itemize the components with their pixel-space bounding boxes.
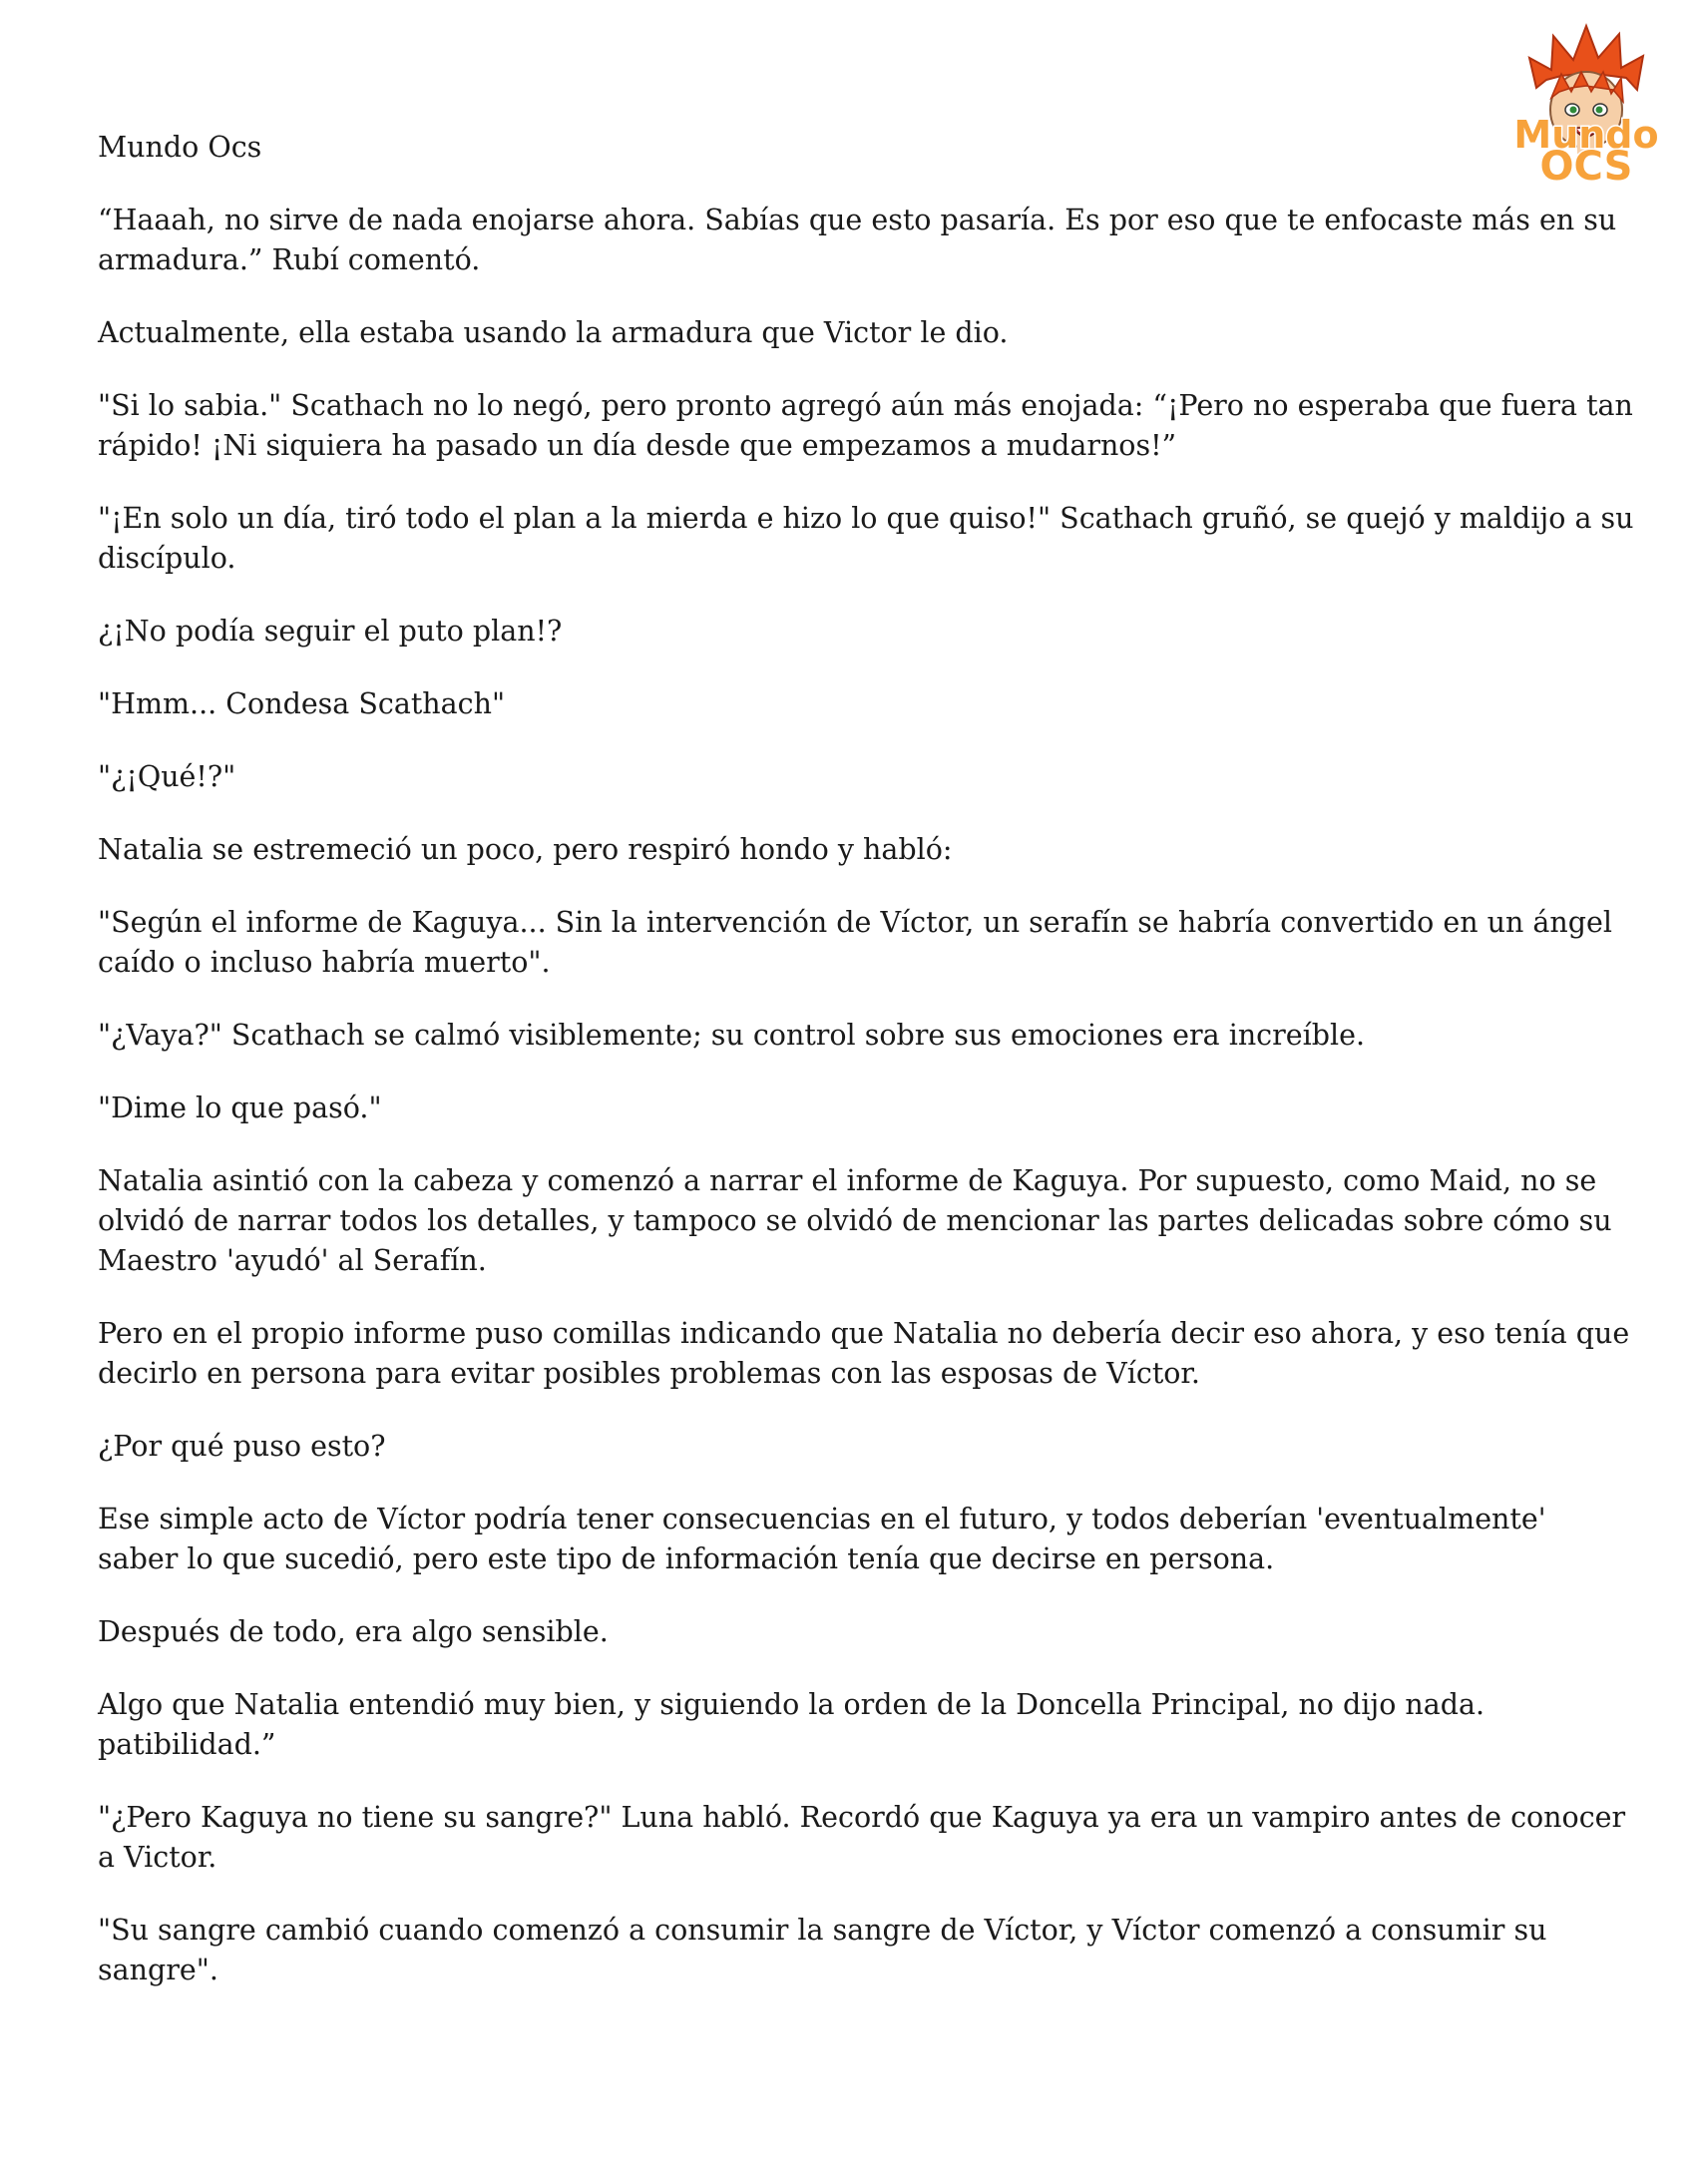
paragraph: Pero en el propio informe puso comillas indicando que Natalia no debería decir eso ahora, y eso tenía que decirlo en persona para evitar posibles problemas con las esposas de Víctor. <box>98 1317 1630 1390</box>
paragraph: "¡En solo un día, tiró todo el plan a la mierda e hizo lo que quiso!" Scathach gruñó, se quejó y maldijo a su discípulo. <box>98 502 1634 575</box>
paragraph: "Hmm... Condesa Scathach" <box>98 687 506 720</box>
paragraph: “Haaah, no sirve de nada enojarse ahora. Sabías que esto pasaría. Es por eso que te enfocaste más en su armadura.” Rubí comentó. <box>98 204 1617 276</box>
paragraph: Actualmente, ella estaba usando la armadura que Victor le dio. <box>98 316 1009 349</box>
paragraph: ¿¡No podía seguir el puto plan!? <box>98 615 563 648</box>
paragraph: "¿Vaya?" Scathach se calmó visiblemente; su control sobre sus emociones era increíble. <box>98 1019 1366 1052</box>
paragraph: "¿¡Qué!?" <box>98 760 236 793</box>
logo-line2: OCS <box>1539 144 1633 188</box>
paragraph: Después de todo, era algo sensible. <box>98 1615 609 1648</box>
paragraph: ¿Por qué puso esto? <box>98 1430 386 1463</box>
paragraph: "Si lo sabia." Scathach no lo negó, pero pronto agregó aún más enojada: “¡Pero no esperaba que fuera tan rápido! ¡Ni siquiera ha pasado un día desde que empezamos a mudarnos!” <box>98 389 1633 462</box>
paragraph-list <box>98 201 1634 1990</box>
paragraph: Natalia asintió con la cabeza y comenzó a narrar el informe de Kaguya. Por supuesto, como Maid, no se olvidó de narrar todos los detalles, y tampoco se olvidó de mencionar las partes delicadas sobre cómo su Maestro 'ayudó' al Serafín. <box>98 1164 1612 1277</box>
paragraph: "Su sangre cambió cuando comenzó a consumir la sangre de Víctor, y Víctor comenzó a consumir su sangre". <box>98 1914 1547 1986</box>
paragraph: "Dime lo que pasó." <box>98 1092 382 1124</box>
paragraph: Algo que Natalia entendió muy bien, y siguiendo la orden de la Doncella Principal, no dijo nada. patibilidad.” <box>98 1688 1485 1761</box>
paragraph: Ese simple acto de Víctor podría tener consecuencias en el futuro, y todos deberían 'eventualmente' saber lo que sucedió, pero este tipo de información tenía que decirse en persona. <box>98 1503 1546 1575</box>
document-body <box>98 128 1634 2023</box>
paragraph: "Según el informe de Kaguya... Sin la intervención de Víctor, un serafín se habría convertido en un ángel caído o incluso habría muerto". <box>98 906 1612 979</box>
paragraph: Natalia se estremeció un poco, pero respiró hondo y habló: <box>98 833 953 866</box>
paragraph: "¿Pero Kaguya no tiene su sangre?" Luna habló. Recordó que Kaguya ya era un vampiro antes de conocer a Victor. <box>98 1801 1626 1874</box>
logo-line1: Mundo <box>1513 113 1659 157</box>
site-title: Mundo Ocs <box>98 131 262 164</box>
